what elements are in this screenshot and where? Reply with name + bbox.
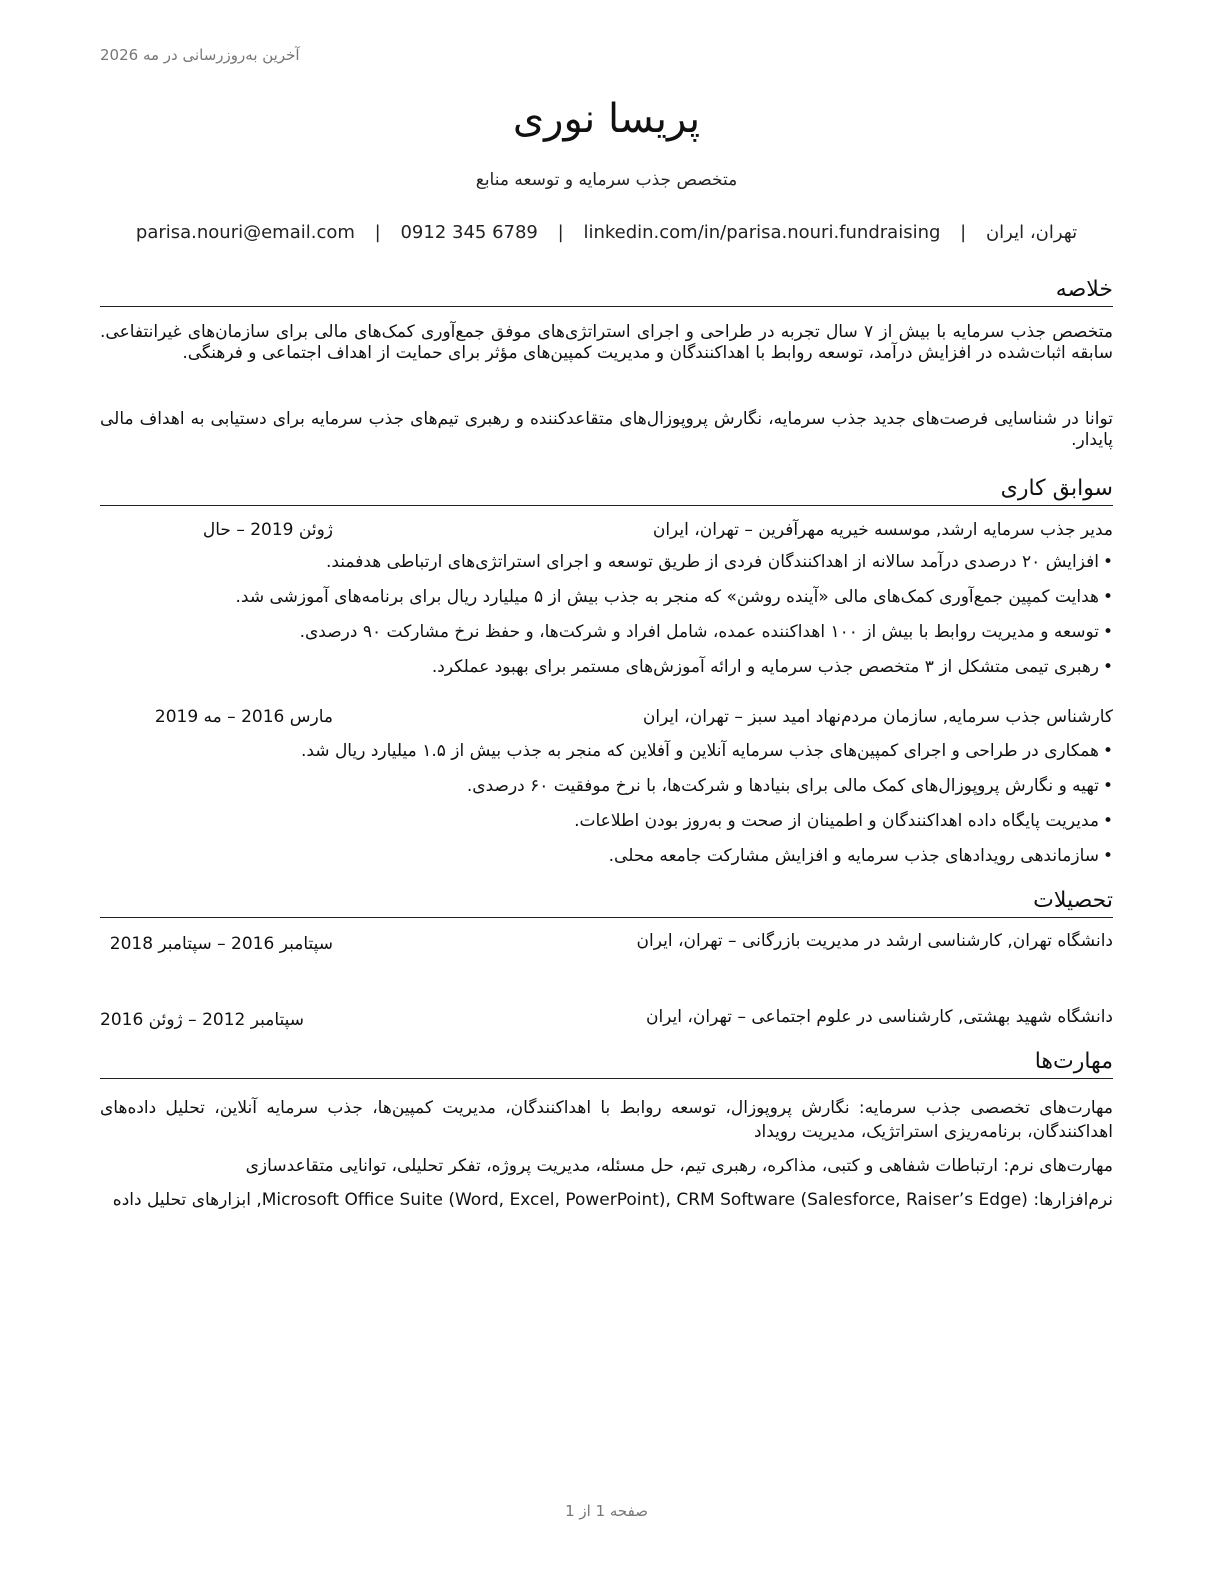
summary-heading: خلاصه <box>100 276 1113 307</box>
job-dates: مارس 2016 – مه 2019 <box>154 707 333 727</box>
summary-paragraph: متخصص جذب سرمایه با بیش از ۷ سال تجربه در طراحی و اجرای استراتژی‌های موفق جمع‌آوری کمک‌های مالی برای سازمان‌های غیرانتفاعی. سابقه اثبات‌شده در افزایش درآمد، توسعه روابط با اهداکنندگان و مدیریت کمپین‌های مؤثر برای حمایت از اهداف اجتماعی و فرهنگی. <box>100 322 1113 363</box>
job-bullet: • سازماندهی رویدادهای جذب سرمایه و افزایش مشارکت جامعه محلی. <box>100 844 1113 879</box>
education-item <box>100 931 1113 991</box>
job-bullet: • همکاری در طراحی و اجرای کمپین‌های جذب سرمایه آنلاین و آفلاین که منجر به جذب بیش از ۱.۵ میلیارد ریال شد. <box>100 739 1113 774</box>
job-bullets <box>100 550 1113 690</box>
job-bullet: • تهیه و نگارش پروپوزال‌های کمک مالی برای بنیادها و شرکت‌ها، با نرخ موفقیت ۶۰ درصدی. <box>100 774 1113 809</box>
page-number: صفحه 1 از 1 <box>565 1502 648 1520</box>
skills-item: مهارت‌های نرم: ارتباطات شفاهی و کتبی، مذاکره، رهبری تیم، حل مسئله، مدیریت پروژه، تفکر تحلیلی، توانایی متقاعدسازی <box>245 1156 1113 1176</box>
job-bullet: • افزایش ۲۰ درصدی درآمد سالانه از اهداکنندگان فردی از طریق توسعه و اجرای استراتژی‌های ارتباطی هدفمند. <box>100 550 1113 585</box>
job-bullet: • رهبری تیمی متشکل از ۳ متخصص جذب سرمایه و ارائه آموزش‌های مستمر برای بهبود عملکرد. <box>100 655 1113 690</box>
job-header <box>100 520 1113 544</box>
experience-heading: سوابق کاری <box>100 475 1113 506</box>
contact-phone[interactable]: 0912 345 6789 <box>400 222 538 243</box>
job-dates: ژوئن 2019 – حال <box>202 520 333 540</box>
education-item <box>100 1007 1113 1033</box>
education-title: دانشگاه شهید بهشتی, کارشناسی در علوم اجتماعی – تهران، ایران <box>645 1007 1113 1027</box>
last-updated-text: آخرین به‌روزرسانی در مه 2026 <box>100 46 300 64</box>
skills-item: نرم‌افزارها: Microsoft Office Suite (Word, Excel, PowerPoint), CRM Software (Salesforce, Raiser’s Edge), ابزارهای تحلیل داده <box>112 1190 1113 1210</box>
skills-item: مهارت‌های تخصصی جذب سرمایه: نگارش پروپوزال، توسعه روابط با اهداکنندگان، مدیریت کمپین‌ها، جذب سرمایه آنلاین، تحلیل داده‌های اهداکنندگان، برنامه‌ریزی استراتژیک، مدیریت رویداد <box>100 1098 1113 1142</box>
job-bullet: • هدایت کمپین جمع‌آوری کمک‌های مالی «آینده روشن» که منجر به جذب بیش از ۵ میلیارد ریال برای برنامه‌های آموزشی شد. <box>100 585 1113 620</box>
education-title: دانشگاه تهران, کارشناسی ارشد در مدیریت بازرگانی – تهران، ایران <box>636 931 1113 951</box>
job-title: مدیر جذب سرمایه ارشد, موسسه خیریه مهرآفرین – تهران، ایران <box>652 520 1113 540</box>
contact-line <box>100 222 1113 243</box>
job-bullet: • مدیریت پایگاه داده اهداکنندگان و اطمینان از صحت و به‌روز بودن اطلاعات. <box>100 809 1113 844</box>
contact-linkedin[interactable]: linkedin.com/in/parisa.nouri.fundraising <box>583 222 941 243</box>
education-dates: سپتامبر 2012 – ژوئن 2016 <box>100 1010 305 1030</box>
education-heading: تحصیلات <box>100 887 1113 918</box>
contact-separator: | <box>960 222 967 243</box>
candidate-name: پریسا نوری <box>512 96 701 142</box>
contact-email[interactable]: parisa.nouri@email.com <box>135 222 355 243</box>
job-bullet: • توسعه و مدیریت روابط با بیش از ۱۰۰ اهداکننده عمده، شامل افراد و شرکت‌ها، و حفظ نرخ مشارکت ۹۰ درصدی. <box>100 620 1113 655</box>
job-header <box>100 707 1113 731</box>
job-bullets <box>100 739 1113 879</box>
skills-heading: مهارت‌ها <box>100 1048 1113 1079</box>
resume-page <box>100 0 1113 1584</box>
contact-location: تهران، ایران <box>985 222 1078 243</box>
summary-paragraph: توانا در شناسایی فرصت‌های جدید جذب سرمایه، نگارش پروپوزال‌های متقاعدکننده و رهبری تیم‌های جذب سرمایه برای دستیابی به اهداف مالی پایدار. <box>100 409 1113 450</box>
education-dates: سپتامبر 2016 – سپتامبر 2018 <box>109 934 333 954</box>
candidate-subtitle: متخصص جذب سرمایه و توسعه منابع <box>475 170 738 190</box>
job-title: کارشناس جذب سرمایه, سازمان مردم‌نهاد امید سبز – تهران، ایران <box>642 707 1113 727</box>
contact-separator: | <box>374 222 381 243</box>
contact-separator: | <box>557 222 564 243</box>
